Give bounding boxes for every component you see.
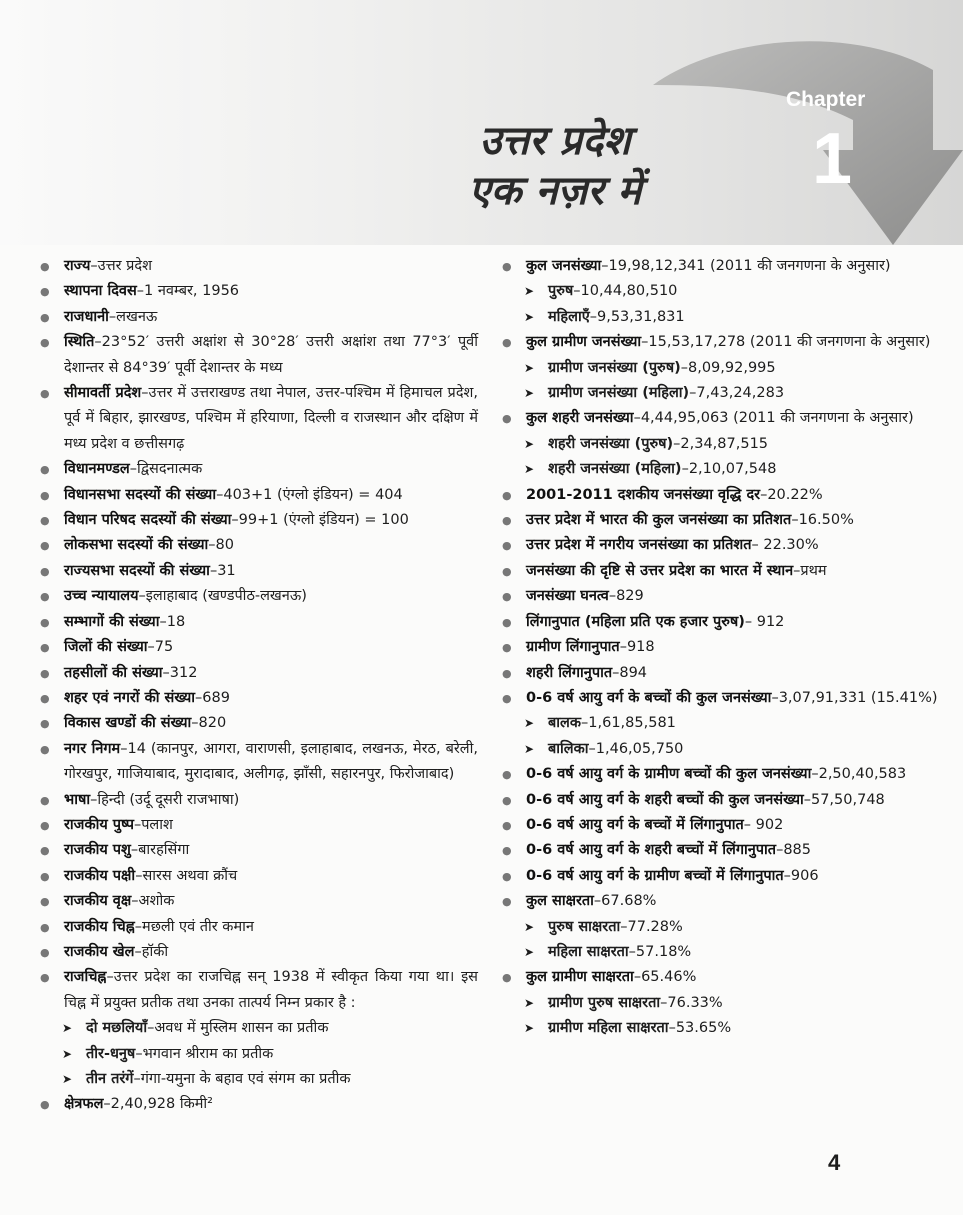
fact-value: –65.46% (633, 969, 697, 986)
fact-value: –67.68% (593, 893, 657, 910)
fact-value: –894 (612, 664, 648, 681)
sub-value: –9,53,31,831 (589, 308, 685, 325)
fact-value: – 902 (743, 816, 784, 833)
fact-item (500, 813, 940, 838)
fact-value: –918 (619, 639, 655, 656)
sub-item (500, 356, 940, 381)
fact-item (500, 508, 940, 533)
fact-value: – 912 (744, 613, 785, 630)
sub-value: –1,61,85,581 (581, 715, 676, 732)
sub-label: महिलाएँ (548, 308, 590, 325)
fact-item (38, 864, 478, 889)
fact-value: –885 (776, 842, 811, 859)
title-line-1: उत्तर प्रदेश (479, 117, 631, 164)
bullet-icon: ● (40, 691, 50, 705)
arrow-bullet-icon: ➤ (524, 716, 535, 731)
fact-label: 0-6 वर्ष आयु वर्ग के ग्रामीण बच्चों में लिंगानुपात (526, 867, 784, 884)
fact-item (500, 584, 940, 609)
fact-item (38, 508, 478, 533)
bullet-icon: ● (502, 514, 512, 528)
bullet-icon: ● (40, 285, 50, 299)
fact-label: उच्च न्यायालय (64, 588, 139, 605)
bullet-icon: ● (40, 260, 50, 273)
page-number: 4 (828, 1150, 841, 1175)
fact-value: –सारस अथवा क्रौंच (135, 867, 238, 884)
fact-value: –पलाश (133, 816, 173, 833)
bullet-icon: ● (40, 844, 50, 858)
fact-label: कुल ग्रामीण जनसंख्या (526, 334, 642, 351)
fact-value: –3,07,91,331 (15.41%) (771, 689, 938, 706)
sub-value: –2,34,87,515 (673, 435, 769, 452)
arrow-bullet-icon: ➤ (62, 1072, 73, 1086)
fact-item (38, 610, 478, 635)
bullet-icon: ● (40, 895, 50, 909)
bullet-icon: ● (502, 615, 512, 629)
bullet-icon: ● (502, 768, 512, 782)
fact-item (500, 559, 940, 584)
fact-label: कुल ग्रामीण साक्षरता (526, 969, 634, 986)
sub-item (38, 1042, 478, 1067)
arrow-bullet-icon: ➤ (524, 1021, 535, 1036)
fact-value: –312 (162, 664, 198, 681)
arrow-bullet-icon: ➤ (524, 462, 535, 477)
fact-value: –15,53,17,278 (2011 की जनगणना के अनुसार) (641, 334, 931, 351)
bullet-icon: ● (40, 336, 50, 350)
bullet-icon: ● (40, 615, 50, 629)
sub-item (38, 1067, 478, 1092)
fact-value: –उत्तर में उत्तराखण्ड तथा नेपाल, उत्तर-पश्चिम में हिमाचल प्रदेश, पूर्व में बिहार, झारखण्ड, पश्चिम में हरियाणा, दिल्ली व राजस्थान और दक्षिण में मध्य प्रदेश व छत्तीसगढ़ (64, 385, 478, 452)
bullet-icon: ● (40, 514, 50, 528)
sub-label: शहरी जनसंख्या (पुरुष) (548, 435, 674, 452)
fact-value: –बारहसिंगा (130, 842, 190, 859)
bullet-icon: ● (40, 564, 50, 578)
sub-item (500, 432, 940, 457)
fact-label: नगर निगम (64, 740, 121, 757)
fact-label: 0-6 वर्ष आयु वर्ग के ग्रामीण बच्चों की कुल जनसंख्या (526, 766, 812, 783)
fact-value: –906 (783, 867, 819, 884)
fact-item (38, 584, 478, 609)
fact-label: राजचिह्न (64, 969, 107, 986)
fact-label: भाषा (64, 791, 91, 808)
fact-value: –80 (208, 537, 234, 554)
fact-item (38, 305, 478, 330)
fact-item (500, 686, 940, 711)
fact-item (500, 533, 940, 558)
fact-label: उत्तर प्रदेश में भारत की कुल जनसंख्या का प्रतिशत (526, 512, 792, 529)
bullet-icon: ● (502, 412, 512, 426)
fact-item (38, 838, 478, 863)
bullet-icon: ● (502, 666, 512, 680)
fact-value: –20.22% (760, 486, 823, 503)
bullet-icon: ● (502, 336, 512, 350)
fact-value: –689 (195, 689, 230, 706)
page-title (420, 116, 690, 216)
fact-label: 0-6 वर्ष आयु वर्ग के बच्चों में लिंगानुपात (526, 816, 744, 833)
sub-label: महिला साक्षरता (548, 943, 629, 960)
fact-label: राजकीय चिह्न (64, 918, 135, 935)
fact-item (38, 889, 478, 914)
fact-item (38, 533, 478, 558)
fact-label: राजकीय खेल (64, 943, 135, 960)
fact-value: –57,50,748 (803, 791, 885, 808)
fact-item (38, 940, 478, 965)
fact-item (38, 965, 478, 1016)
arrow-bullet-icon: ➤ (524, 284, 535, 299)
bullet-icon: ● (40, 666, 50, 680)
fact-item (500, 483, 940, 508)
bullet-icon: ● (502, 590, 512, 604)
sub-value: –8,09,92,995 (680, 359, 776, 376)
bullet-icon: ● (40, 818, 50, 832)
arrow-bullet-icon: ➤ (62, 1046, 73, 1061)
fact-value: –मछली एवं तीर कमान (134, 918, 254, 935)
title-line-2: एक नज़र में (468, 167, 642, 214)
sub-item (500, 279, 940, 304)
fact-label: लोकसभा सदस्यों की संख्या (64, 537, 209, 554)
sub-label: पुरुष (548, 283, 574, 300)
fact-label: 0-6 वर्ष आयु वर्ग के बच्चों की कुल जनसंख्या (526, 689, 772, 706)
arrow-bullet-icon: ➤ (524, 309, 535, 324)
bullet-icon: ● (40, 488, 50, 502)
fact-item (500, 406, 940, 431)
fact-label: क्षेत्रफल (64, 1096, 104, 1113)
bullet-icon: ● (502, 488, 512, 502)
sub-item (500, 457, 940, 482)
arrow-bullet-icon: ➤ (524, 436, 535, 451)
fact-item (38, 788, 478, 813)
fact-label: तहसीलों की संख्या (64, 664, 163, 681)
fact-value: –द्विसदनात्मक (129, 461, 203, 478)
sub-value: –57.18% (628, 943, 692, 960)
bullet-icon: ● (40, 869, 50, 883)
fact-item (500, 889, 940, 914)
sub-label: ग्रामीण जनसंख्या (पुरुष) (548, 359, 681, 376)
bullet-icon: ● (502, 844, 512, 858)
fact-value: –75 (147, 639, 174, 656)
sub-item (38, 1016, 478, 1041)
sub-label: ग्रामीण जनसंख्या (महिला) (548, 385, 690, 402)
fact-label: विधानसभा सदस्यों की संख्या (64, 486, 217, 503)
bullet-icon: ● (40, 387, 50, 401)
fact-label: 0-6 वर्ष आयु वर्ग के शहरी बच्चों में लिंगानुपात (526, 842, 777, 859)
fact-item (500, 965, 940, 990)
sub-value: –77.28% (620, 918, 683, 935)
sub-item (500, 711, 940, 736)
bullet-icon: ● (40, 641, 50, 655)
sub-value: –7,43,24,283 (689, 385, 785, 402)
fact-item (500, 838, 940, 863)
bullet-icon: ● (40, 742, 50, 756)
bullet-icon: ● (502, 895, 512, 909)
sub-label: दो मछलियाँ (86, 1020, 148, 1037)
left-column (38, 254, 478, 1118)
fact-value: –820 (191, 715, 227, 732)
fact-item (38, 457, 478, 482)
fact-value: –829 (608, 588, 644, 605)
fact-value: –18 (159, 613, 186, 630)
sub-item (500, 915, 940, 940)
fact-value: –2,50,40,583 (811, 766, 907, 783)
fact-label: शहर एवं नगरों की संख्या (64, 689, 196, 706)
arrow-bullet-icon: ➤ (62, 1021, 73, 1036)
fact-value: – 22.30% (751, 537, 819, 554)
fact-value: –14 (कानपुर, आगरा, वाराणसी, इलाहाबाद, लखनऊ, मेरठ, बरेली, गोरखपुर, गाजियाबाद, मुरादाबाद, अलीगढ़, झाँसी, सहारनपुर, फिरोजाबाद) (64, 740, 478, 783)
fact-label: लिंगानुपात (महिला प्रति एक हजार पुरुष) (526, 613, 745, 630)
bullet-icon: ● (502, 641, 512, 655)
bullet-icon: ● (502, 691, 512, 705)
fact-item (38, 1092, 478, 1117)
bullet-icon: ● (40, 1098, 50, 1112)
sub-label: ग्रामीण महिला साक्षरता (548, 1020, 669, 1037)
fact-item (500, 864, 940, 889)
sub-value: –10,44,80,510 (573, 283, 678, 300)
fact-value: –1 नवम्बर, 1956 (136, 283, 240, 300)
fact-label: जनसंख्या की दृष्टि से उत्तर प्रदेश का भारत में स्थान (526, 562, 794, 579)
fact-label: राज्य (64, 258, 91, 274)
bullet-icon: ● (40, 920, 50, 934)
bullet-icon: ● (40, 945, 50, 959)
bullet-icon: ● (502, 793, 512, 807)
chapter-label: Chapter (786, 88, 866, 111)
fact-value: –हॉकी (134, 943, 169, 960)
bullet-icon: ● (40, 717, 50, 731)
sub-label: बालक (548, 715, 582, 732)
bullet-icon: ● (502, 869, 512, 883)
fact-label: राजकीय पक्षी (64, 867, 136, 884)
fact-value: –इलाहाबाद (खण्डपीठ-लखनऊ) (138, 588, 307, 605)
fact-value: –लखनऊ (108, 308, 158, 325)
fact-label: उत्तर प्रदेश में नगरीय जनसंख्या का प्रतिशत (526, 537, 752, 554)
fact-label: सम्भागों की संख्या (64, 613, 160, 630)
fact-value: –उत्तर प्रदेश का राजचिह्न सन् 1938 में स्वीकृत किया गया था। इस चिह्न में प्रयुक्त प्रतीक तथा उनका तात्पर्य निम्न प्रकार है : (64, 969, 478, 1011)
fact-value: –उत्तर प्रदेश (90, 258, 152, 274)
fact-value: –403+1 (एंग्लो इंडियन) = 404 (216, 486, 403, 503)
sub-label: शहरी जनसंख्या (महिला) (548, 461, 682, 478)
sub-label: ग्रामीण पुरुष साक्षरता (548, 994, 661, 1011)
sub-label: बालिका (548, 740, 589, 757)
fact-value: –19,98,12,341 (2011 की जनगणना के अनुसार) (601, 258, 891, 274)
sub-value: –1,46,05,750 (588, 740, 684, 757)
fact-label: ग्रामीण लिंगानुपात (526, 639, 620, 656)
fact-item (500, 330, 940, 355)
sub-item (500, 381, 940, 406)
fact-item (38, 254, 478, 279)
fact-label: 0-6 वर्ष आयु वर्ग के शहरी बच्चों की कुल जनसंख्या (526, 791, 804, 808)
fact-value: –4,44,95,063 (2011 की जनगणना के अनुसार) (633, 410, 914, 427)
fact-item (38, 711, 478, 736)
fact-item (38, 737, 478, 788)
fact-label: राज्यसभा सदस्यों की संख्या (64, 562, 210, 579)
right-column (500, 254, 940, 1042)
chapter-number: 1 (812, 119, 853, 199)
arrow-bullet-icon: ➤ (524, 386, 535, 401)
fact-label: जिलों की संख्या (64, 639, 148, 656)
fact-item (38, 381, 478, 457)
arrow-bullet-icon: ➤ (524, 360, 535, 375)
fact-item (38, 330, 478, 381)
bullet-icon: ● (40, 590, 50, 604)
fact-value: –99+1 (एंग्लो इंडियन) = 100 (231, 512, 409, 529)
fact-label: राजकीय पशु (64, 842, 131, 859)
fact-label: राजधानी (64, 308, 109, 325)
bullet-icon: ● (502, 818, 512, 832)
fact-label: जनसंख्या घनत्व (526, 588, 609, 605)
bullet-icon: ● (40, 463, 50, 477)
sub-value: –अवध में मुस्लिम शासन का प्रतीक (147, 1020, 329, 1037)
arrow-bullet-icon: ➤ (524, 995, 535, 1010)
fact-item (500, 661, 940, 686)
fact-label: स्थापना दिवस (64, 283, 137, 300)
sub-value: –76.33% (660, 994, 723, 1011)
fact-item (500, 788, 940, 813)
fact-value: –अशोक (131, 893, 175, 910)
bullet-icon: ● (502, 564, 512, 578)
fact-label: शहरी लिंगानुपात (526, 664, 613, 681)
fact-item (38, 279, 478, 304)
bullet-icon: ● (40, 971, 50, 985)
fact-value: –हिन्दी (उर्दू दूसरी राजभाषा) (90, 791, 240, 808)
fact-label: स्थिति (64, 334, 95, 351)
fact-value: –प्रथम (793, 562, 827, 579)
fact-label: विधानमण्डल (64, 461, 130, 478)
fact-label: 2001-2011 दशकीय जनसंख्या वृद्धि दर (526, 486, 761, 503)
sub-value: –53.65% (668, 1020, 732, 1037)
fact-label: कुल जनसंख्या (526, 258, 602, 274)
fact-item (38, 915, 478, 940)
sub-value: –भगवान श्रीराम का प्रतीक (135, 1045, 274, 1062)
bullet-icon: ● (502, 260, 512, 273)
fact-item (38, 483, 478, 508)
sub-label: पुरुष साक्षरता (548, 918, 621, 935)
sub-item (500, 1016, 940, 1041)
bullet-icon: ● (502, 971, 512, 985)
sub-label: तीर-धनुष (86, 1045, 136, 1062)
fact-value: –31 (209, 562, 236, 579)
fact-item (500, 635, 940, 660)
sub-item (500, 737, 940, 762)
bullet-icon: ● (40, 793, 50, 807)
sub-label: तीन तरंगें (86, 1071, 134, 1087)
sub-value: –गंगा-यमुना के बहाव एवं संगम का प्रतीक (133, 1071, 351, 1087)
arrow-bullet-icon: ➤ (524, 944, 535, 959)
sub-value: –2,10,07,548 (681, 461, 777, 478)
fact-item (38, 559, 478, 584)
fact-value: –23°52′ उत्तरी अक्षांश से 30°28′ उत्तरी अक्षांश तथा 77°3′ पूर्वी देशान्तर से 84°39′ पूर्वी देशान्तर के मध्य (64, 334, 478, 376)
bullet-icon: ● (40, 539, 50, 553)
bullet-icon: ● (502, 539, 512, 553)
fact-label: विधान परिषद सदस्यों की संख्या (64, 512, 232, 529)
fact-label: कुल शहरी जनसंख्या (526, 410, 634, 427)
fact-value: –2,40,928 किमी² (103, 1096, 213, 1113)
fact-item (38, 686, 478, 711)
fact-label: विकास खण्डों की संख्या (64, 715, 192, 732)
fact-value: –16.50% (791, 512, 854, 529)
fact-item (38, 661, 478, 686)
fact-label: राजकीय वृक्ष (64, 893, 132, 910)
fact-item (500, 610, 940, 635)
fact-item (38, 635, 478, 660)
fact-item (500, 762, 940, 787)
arrow-bullet-icon: ➤ (524, 741, 535, 756)
fact-item (38, 813, 478, 838)
arrow-bullet-icon: ➤ (524, 919, 535, 934)
sub-item (500, 940, 940, 965)
sub-item (500, 305, 940, 330)
fact-label: राजकीय पुष्प (64, 816, 134, 833)
fact-item (500, 254, 940, 279)
bullet-icon: ● (40, 310, 50, 324)
fact-label: कुल साक्षरता (526, 893, 594, 910)
sub-item (500, 991, 940, 1016)
fact-label: सीमावर्ती प्रदेश (64, 385, 142, 402)
